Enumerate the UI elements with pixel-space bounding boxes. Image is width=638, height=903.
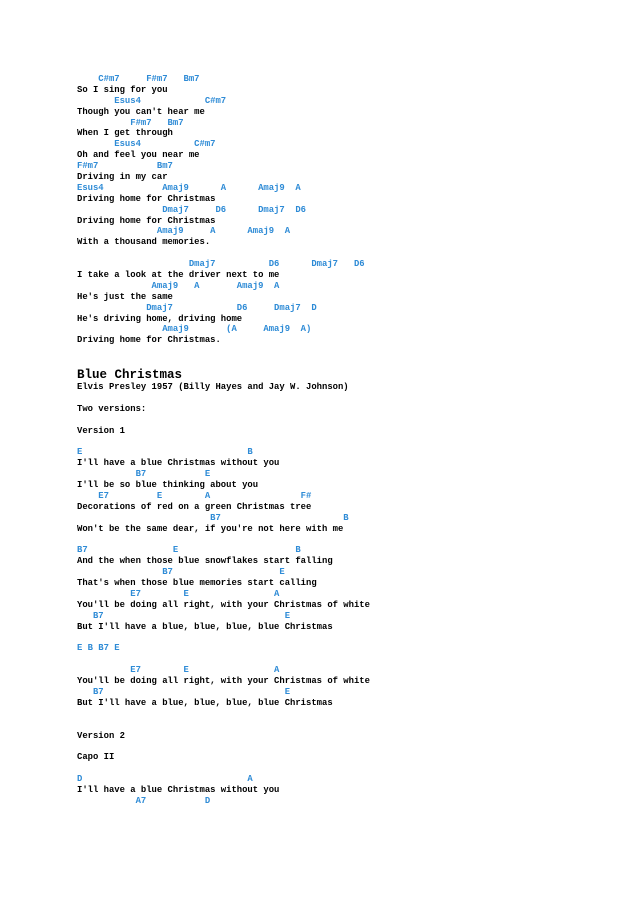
lyric-line: When I get through xyxy=(77,128,173,139)
chord-progression: E B B7 E xyxy=(77,643,120,654)
verse-1-block xyxy=(77,447,627,534)
spacer xyxy=(77,248,627,259)
chord-line: C#m7 F#m7 Bm7 xyxy=(77,74,200,84)
version-2-block xyxy=(77,774,627,807)
lyric-line: I'll be so blue thinking about you xyxy=(77,480,259,491)
lyric-line: So I sing for you xyxy=(77,84,168,95)
chord-line: E7 E A F# xyxy=(77,490,312,501)
chord-line: B7 E B xyxy=(77,545,301,556)
ending-block xyxy=(77,259,627,346)
chord-line: Amaj9 A Amaj9 A xyxy=(77,280,280,291)
version-1-label: Version 1 xyxy=(77,425,125,436)
chord-line: B7 E xyxy=(77,610,291,621)
lyric-line: I'll have a blue Christmas without you xyxy=(77,458,280,469)
chord-line: Dmaj7 D6 Dmaj7 D6 xyxy=(77,259,365,270)
lyric-line: Driving home for Christmas xyxy=(77,215,216,226)
chord-line: B7 E xyxy=(77,687,291,697)
chord-line: Esus4 C#m7 xyxy=(77,95,227,106)
lyric-line: Though you can't hear me xyxy=(77,106,205,117)
lyric-line: I take a look at the driver next to me xyxy=(77,270,280,281)
spacer xyxy=(77,763,627,774)
chord-line: Esus4 C#m7 xyxy=(77,139,216,150)
spacer xyxy=(77,709,627,731)
lyric-line: Oh and feel you near me xyxy=(77,150,200,161)
chord-line: Dmaj7 D6 Dmaj7 D6 xyxy=(77,204,307,215)
spacer xyxy=(77,535,627,546)
chord-line: B7 B xyxy=(77,512,349,523)
spacer xyxy=(77,437,627,448)
chord-line: D A xyxy=(77,774,253,785)
lyric-line: I'll have a blue Christmas without you xyxy=(77,785,280,796)
chord-line: B7 E xyxy=(77,567,285,578)
spacer xyxy=(77,415,627,426)
chord-line: E7 E A xyxy=(77,588,280,599)
lyric-line: Driving in my car xyxy=(77,172,168,183)
chorus-block xyxy=(77,74,627,248)
chord-line: Amaj9 (A Amaj9 A) xyxy=(77,324,312,335)
lyric-line: You'll be doing all right, with your Christmas of white xyxy=(77,599,370,610)
chord-line: Amaj9 A Amaj9 A xyxy=(77,226,291,237)
lyric-line: Decorations of red on a green Christmas tree xyxy=(77,501,312,512)
chord-line: A7 D xyxy=(77,795,211,806)
spacer xyxy=(77,654,627,665)
spacer xyxy=(77,633,627,644)
lyric-line: And the when those blue snowflakes start falling xyxy=(77,556,333,567)
lyric-line: You'll be doing all right, with your Christmas of white xyxy=(77,676,370,687)
lyric-line: But I'll have a blue, blue, blue, blue Christmas xyxy=(77,697,333,708)
chord-line: F#m7 Bm7 xyxy=(77,161,173,172)
lyric-line: Driving home for Christmas. xyxy=(77,335,221,346)
lyric-line: That's when those blue memories start calling xyxy=(77,578,317,589)
artist-line: Elvis Presley 1957 (Billy Hayes and Jay W. Johnson) xyxy=(77,382,349,393)
capo-note: Capo II xyxy=(77,752,115,763)
chord-line: E7 E A xyxy=(77,665,280,676)
chord-line: B7 E xyxy=(77,469,211,480)
chord-line: E B xyxy=(77,447,253,458)
spacer xyxy=(77,346,627,368)
chord-line: F#m7 Bm7 xyxy=(77,117,184,128)
spacer xyxy=(77,393,627,404)
lyric-line: Won't be the same dear, if you're not here with me xyxy=(77,523,344,534)
lyric-line: With a thousand memories. xyxy=(77,237,211,248)
verse-3-block xyxy=(77,665,627,709)
chord-sheet xyxy=(77,74,627,807)
version-2-label: Version 2 xyxy=(77,730,125,741)
lyric-line: He's just the same xyxy=(77,291,173,302)
verse-2-block xyxy=(77,545,627,632)
song-title: Blue Christmas xyxy=(77,368,183,383)
chord-line: Dmaj7 D6 Dmaj7 D xyxy=(77,302,317,313)
lyric-line: But I'll have a blue, blue, blue, blue Christmas xyxy=(77,621,333,632)
lyric-line: Driving home for Christmas xyxy=(77,193,216,204)
spacer xyxy=(77,741,627,752)
chord-line: Esus4 Amaj9 A Amaj9 A xyxy=(77,182,301,193)
versions-note: Two versions: xyxy=(77,403,147,414)
lyric-line: He's driving home, driving home xyxy=(77,313,243,324)
